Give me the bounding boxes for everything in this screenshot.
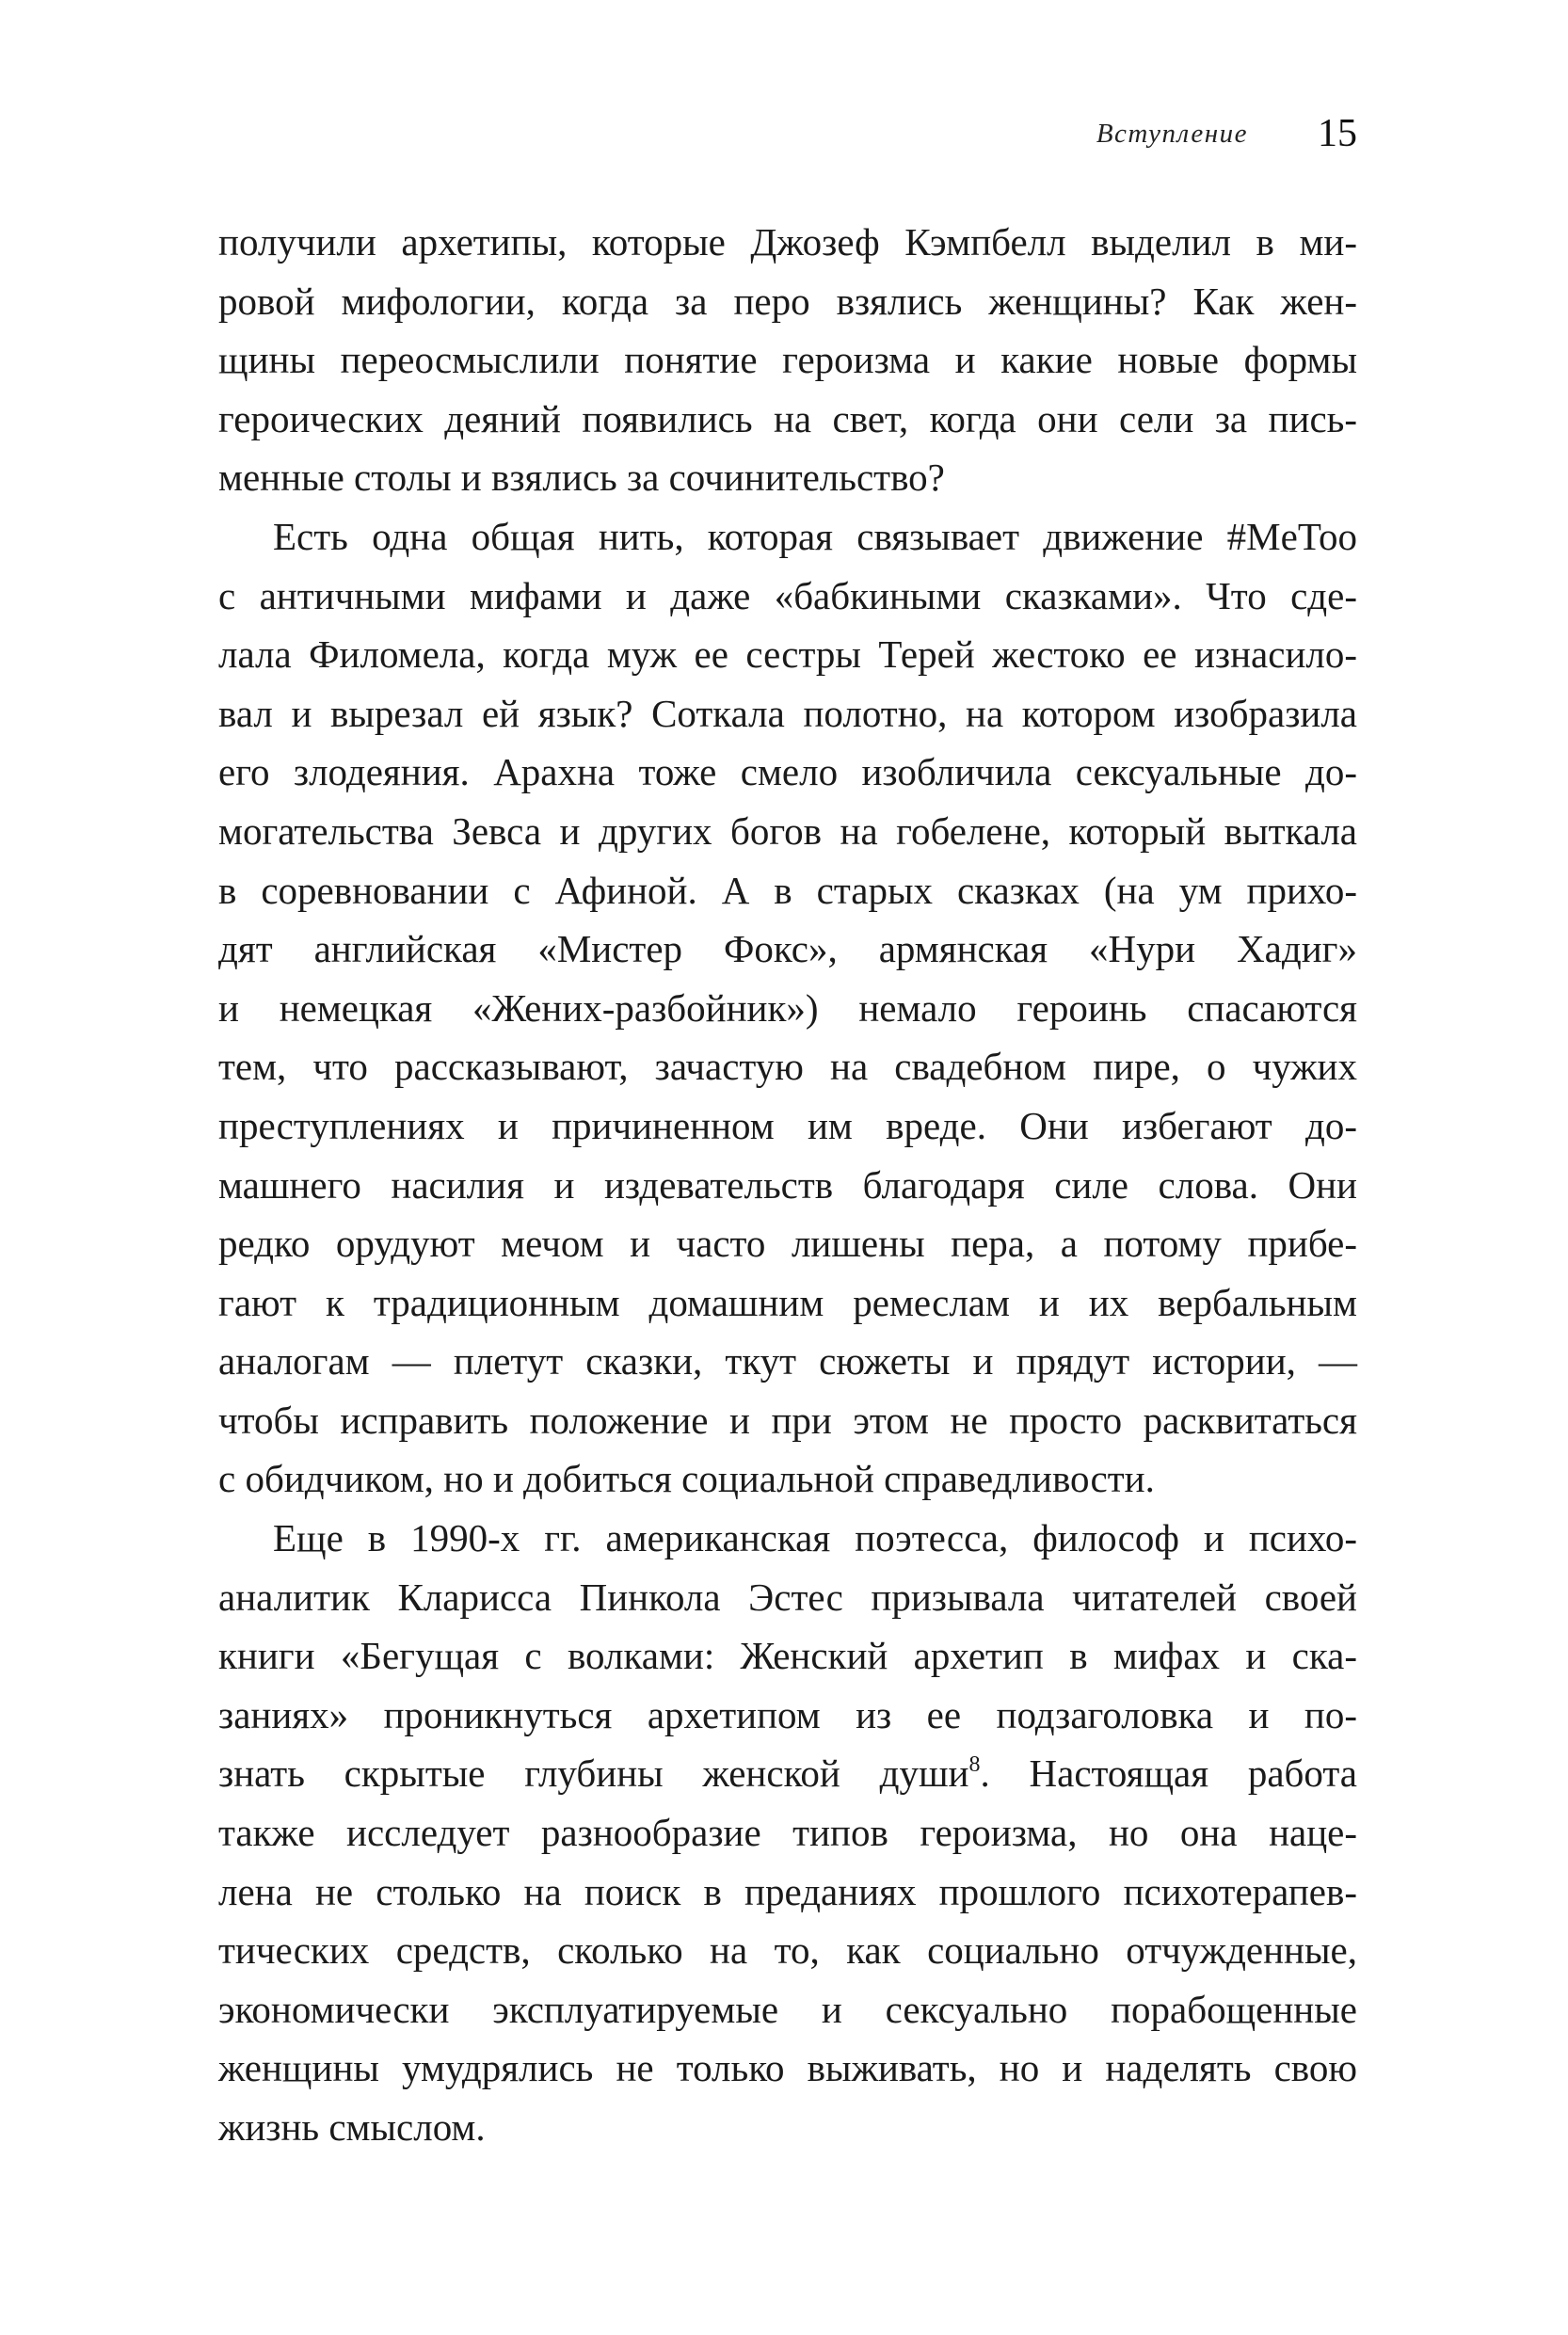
text-line: вал и вырезал ей язык? Соткала полотно, на котором изобразила [218, 691, 1357, 735]
paragraph [218, 507, 1357, 1509]
footnote-reference[interactable]: 8 [968, 1752, 981, 1778]
text-line: аналитик Кларисса Пинкола Эстес призывала читателей своей [218, 1575, 1357, 1619]
text-line: жизнь смыслом. [218, 2105, 486, 2149]
text-line: менные столы и взялись за сочинительство? [218, 456, 945, 500]
text-line: дят английская «Мистер Фокс», армянская «Нури Хадиг» [218, 927, 1357, 971]
text-line: лена не столько на поиск в преданиях прошлого психотерапев- [218, 1869, 1357, 1913]
text-line: аналогам — плетут сказки, ткут сюжеты и прядут истории, — [218, 1339, 1357, 1383]
text-line: получили архетипы, которые Джозеф Кэмпбелл выделил в ми- [218, 220, 1357, 264]
text-line: его злодеяния. Арахна тоже смело изобличила сексуальные до- [218, 750, 1357, 794]
line-text-after-footnote: . Настоящая работа [980, 1751, 1357, 1796]
text-line: с обидчиком, но и добиться социальной справедливости. [218, 1457, 1155, 1501]
text-line: лала Филомела, когда муж ее сестры Терей жестоко ее изнасило- [218, 632, 1357, 677]
text-line: щины переосмыслили понятие героизма и какие новые формы [218, 338, 1357, 382]
page-number: 15 [1318, 112, 1357, 155]
line-text: знать скрытые глубины женской души [218, 1751, 969, 1796]
text-line: книги «Бегущая с волками: Женский архетип в мифах и ска- [218, 1634, 1357, 1678]
text-line: редко орудуют мечом и часто лишены пера, а потому прибе- [218, 1222, 1357, 1266]
text-line: героических деяний появились на свет, когда они сели за пись- [218, 396, 1357, 440]
text-line: в соревновании с Афиной. А в старых сказках (на ум прихо- [218, 868, 1357, 912]
text-line: гают к традиционным домашним ремеслам и их вербальным [218, 1280, 1357, 1324]
text-line: ровой мифологии, когда за перо взялись женщины? Как жен- [218, 279, 1357, 323]
paragraph [218, 1509, 1357, 2157]
text-line-with-footnote [218, 1744, 1357, 1803]
text-line: чтобы исправить положение и при этом не просто расквитаться [218, 1398, 1357, 1442]
body-text [218, 213, 1357, 2157]
text-line: тем, что рассказывают, зачастую на свадебном пире, о чужих [218, 1045, 1357, 1089]
text-line: экономически эксплуатируемые и сексуально порабощенные [218, 1987, 1357, 2031]
text-line: также исследует разнообразие типов героизма, но она наце- [218, 1811, 1357, 1855]
text-line: преступлениях и причиненном им вреде. Они избегают до- [218, 1103, 1357, 1147]
text-line: с античными мифами и даже «бабкиными сказками». Что сде- [218, 573, 1357, 617]
running-head [218, 111, 1357, 158]
text-line: Есть одна общая нить, которая связывает движение #MeToo [273, 514, 1357, 558]
text-line: могательства Зевса и других богов на гобелене, который выткала [218, 808, 1357, 853]
text-line: тических средств, сколько на то, как социально отчужденные, [218, 1928, 1357, 1973]
text-line: и немецкая «Жених-разбойник») немало героинь спасаются [218, 985, 1357, 1030]
text-line: Еще в 1990-х гг. американская поэтесса, философ и психо- [273, 1516, 1357, 1560]
text-line: машнего насилия и издевательств благодаря силе слова. Они [218, 1162, 1357, 1207]
paragraph [218, 213, 1357, 507]
text-line: женщины умудрялись не только выживать, но и наделять свою [218, 2046, 1357, 2090]
text-line: заниях» проникнуться архетипом из ее подзаголовка и по- [218, 1692, 1357, 1736]
section-title: Вступление [1096, 119, 1248, 149]
